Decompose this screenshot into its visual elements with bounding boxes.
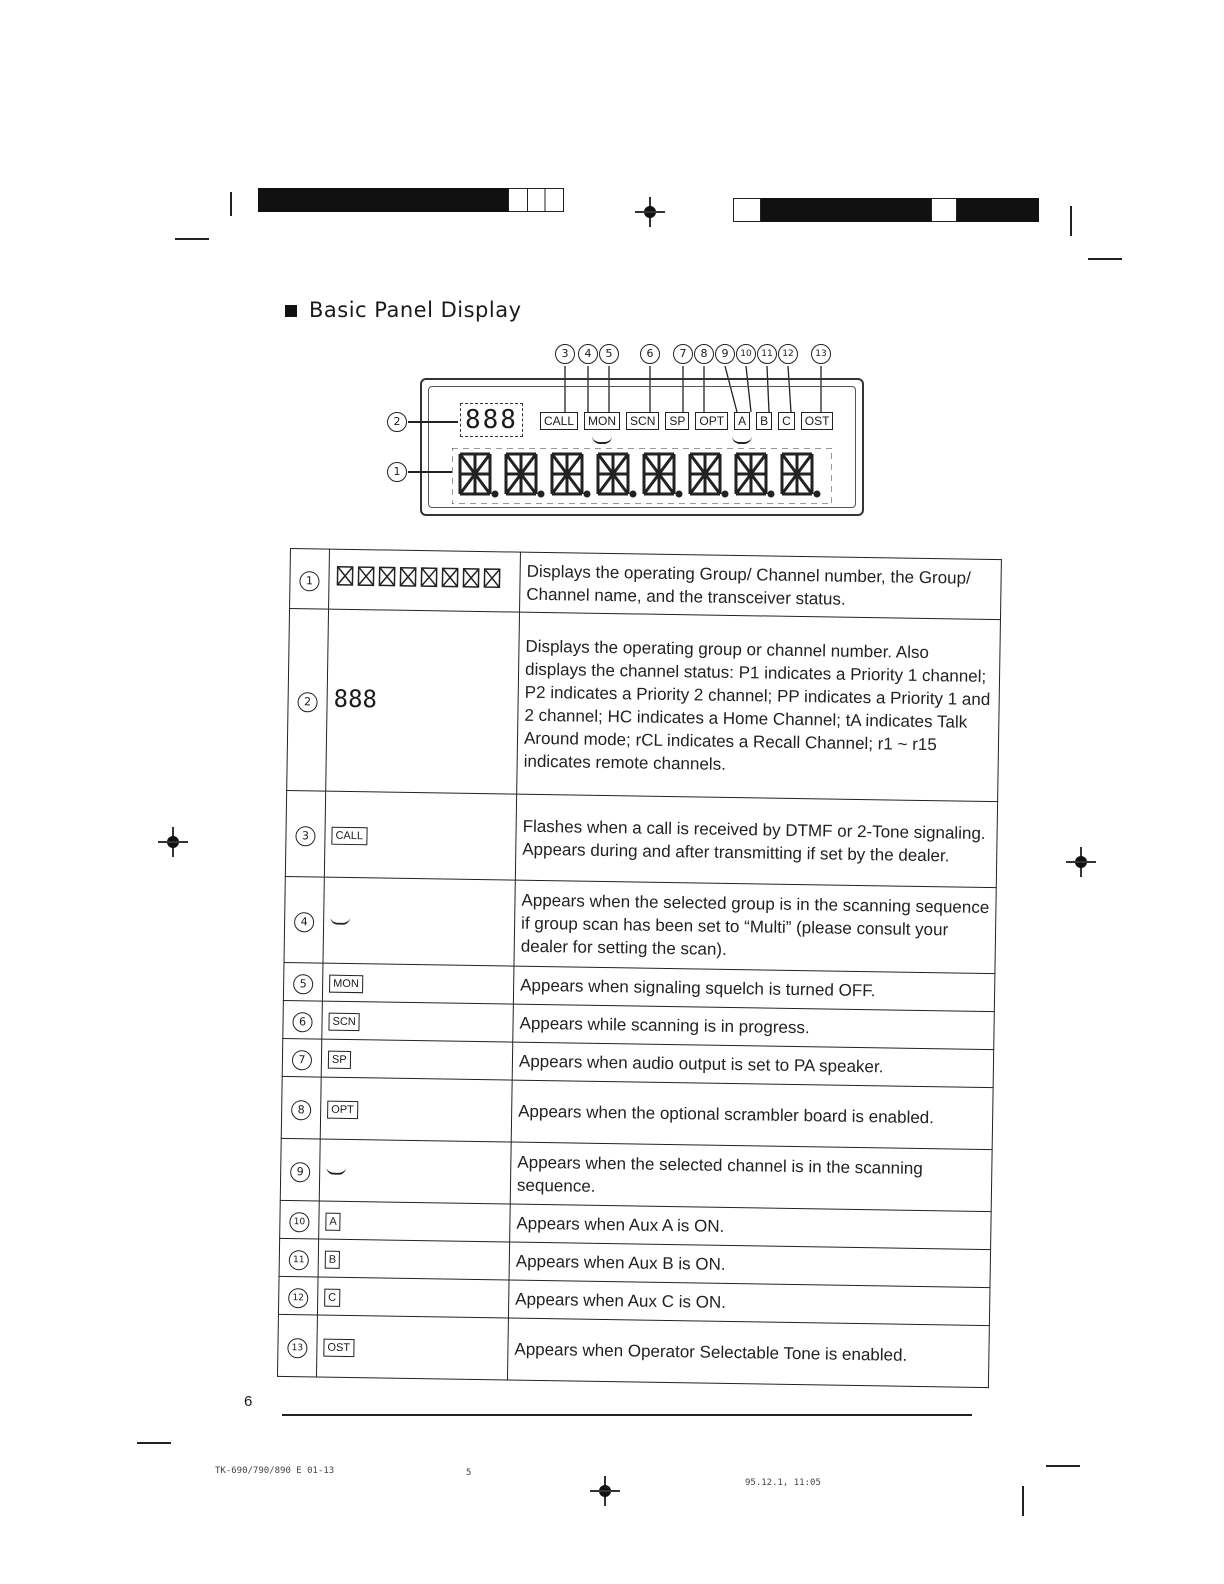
indicator-sp: SP	[665, 412, 689, 430]
registration-bar-right-box	[733, 198, 761, 222]
callout-4: 4	[578, 344, 598, 364]
indicator-a: A	[734, 412, 750, 430]
segment-icon	[335, 565, 507, 590]
table-row	[284, 876, 996, 973]
row-description-1: Displays the operating Group/ Channel number, the Group/ Channel name, and the transceiver status.	[520, 552, 1002, 620]
segment-digit	[736, 454, 773, 496]
section-title-text: Basic Panel Display	[309, 298, 522, 322]
registration-bar-right-end	[957, 198, 1039, 222]
footer-date: 95.12.1, 11:05	[745, 1478, 821, 1488]
row-icon-scn: SCN	[322, 1001, 514, 1042]
row-description-7: Appears when audio output is set to PA speaker.	[512, 1042, 994, 1088]
crop-tick	[1088, 258, 1122, 260]
table-row	[287, 609, 1001, 802]
callouts-top	[555, 344, 845, 368]
row-number-3: 3	[285, 790, 325, 877]
crosshair-mark-top	[635, 197, 665, 227]
row-icon-call: CALL	[324, 791, 516, 880]
segment-digit	[598, 454, 635, 496]
row-icon-small-digits: 888	[326, 609, 520, 794]
bullet-icon	[285, 305, 297, 317]
row-number-5: 5	[283, 962, 323, 1001]
row-number-10: 10	[280, 1200, 320, 1239]
scan-arrow-icon	[330, 913, 350, 925]
callout-7: 7	[673, 344, 693, 364]
callout-10: 10	[736, 344, 756, 364]
leader-line-1	[408, 471, 452, 473]
row-number-11: 11	[279, 1238, 319, 1277]
row-description-12: Appears when Aux C is ON.	[508, 1280, 990, 1326]
channel-scan-arrow-icon	[732, 432, 752, 444]
crosshair-mark-left	[158, 827, 188, 857]
crosshair-mark-right	[1066, 847, 1096, 877]
row-number-12: 12	[278, 1276, 318, 1315]
indicator-scn: SCN	[626, 412, 659, 430]
row-number-8: 8	[281, 1076, 321, 1139]
callout-11: 11	[757, 344, 777, 364]
segment-digit	[506, 454, 543, 496]
crop-tick	[230, 192, 232, 216]
row-icon-arrow	[323, 877, 515, 966]
main-segment-display	[452, 448, 832, 504]
row-icon-ost: OST	[316, 1315, 508, 1380]
callout-3: 3	[555, 344, 575, 364]
callout-2: 2	[387, 412, 407, 432]
row-description-6: Appears while scanning is in progress.	[513, 1004, 995, 1050]
row-number-13: 13	[277, 1314, 317, 1377]
row-number-7: 7	[282, 1038, 322, 1077]
indicator-c: C	[778, 412, 795, 430]
registration-boxes-left	[508, 188, 564, 212]
row-description-13: Appears when Operator Selectable Tone is enabled.	[507, 1318, 989, 1388]
row-icon-sp: SP	[321, 1039, 513, 1080]
segment-digit	[552, 454, 589, 496]
indicator-opt: OPT	[695, 412, 728, 430]
registration-bar-right	[761, 198, 931, 222]
crop-tick	[137, 1442, 171, 1444]
indicator-row	[540, 412, 839, 430]
callout-5: 5	[599, 344, 619, 364]
callout-8: 8	[694, 344, 714, 364]
crop-tick	[175, 238, 209, 240]
row-icon-arrow-2	[319, 1139, 511, 1204]
row-icon-b: B	[318, 1239, 510, 1280]
footer-center-number: 5	[466, 1468, 472, 1478]
row-icon-segments	[329, 549, 521, 612]
row-description-10: Appears when Aux A is ON.	[510, 1204, 992, 1250]
row-icon-a: A	[319, 1201, 511, 1242]
indicator-b: B	[756, 412, 772, 430]
callout-13: 13	[811, 344, 831, 364]
segment-digit	[644, 454, 681, 496]
callout-1: 1	[387, 462, 407, 482]
leader-line-2	[408, 421, 458, 423]
row-description-4: Appears when the selected group is in the scanning sequence if group scan has been set to “Multi” (please consult your dealer for setting the scan).	[514, 880, 996, 974]
row-description-5: Appears when signaling squelch is turned OFF.	[513, 966, 995, 1012]
group-scan-arrow-icon	[592, 432, 612, 444]
crop-tick	[1022, 1486, 1024, 1516]
callout-6: 6	[640, 344, 660, 364]
row-description-8: Appears when the optional scrambler board is enabled.	[511, 1080, 993, 1150]
registration-bar-left	[258, 188, 508, 212]
table-row	[281, 1076, 993, 1149]
indicator-call: CALL	[540, 412, 578, 430]
row-description-3: Flashes when a call is received by DTMF or 2-Tone signaling. Appears during and after transmitting if set by the dealer.	[515, 794, 997, 888]
row-number-6: 6	[283, 1000, 323, 1039]
row-description-9: Appears when the selected channel is in the scanning sequence.	[510, 1142, 992, 1212]
row-description-11: Appears when Aux B is ON.	[509, 1242, 991, 1288]
row-icon-opt: OPT	[320, 1077, 512, 1142]
crop-tick	[1070, 206, 1072, 236]
table-row	[280, 1138, 992, 1211]
footer-rule	[282, 1414, 972, 1416]
callout-12: 12	[778, 344, 798, 364]
table-row	[285, 790, 997, 887]
callout-9: 9	[715, 344, 735, 364]
row-description-2: Displays the operating group or channel number. Also displays the channel status: P1 indicates a Priority 1 channel; P2 indicates a Priority 2 channel; PP indicates a Priority 1 and 2 channel; HC indicates a Home Channel; tA indicates Talk Around mode; rCL indicates a Recall Channel; r1 ~ r15 indicates remote channels.	[517, 612, 1001, 802]
small-digits: 888	[460, 403, 523, 437]
row-icon-mon: MON	[322, 963, 514, 1004]
row-icon-c: C	[317, 1277, 509, 1318]
segment-digit	[690, 454, 727, 496]
row-number-1: 1	[290, 549, 330, 610]
row-number-4: 4	[284, 876, 324, 963]
row-number-2: 2	[287, 609, 329, 792]
registration-bar-right-box2	[931, 198, 957, 222]
indicator-mon: MON	[584, 412, 620, 430]
crosshair-mark-bottom	[590, 1476, 620, 1506]
segment-digit	[782, 454, 819, 496]
channel-arrow-icon	[326, 1163, 346, 1175]
table-row	[290, 549, 1002, 620]
row-number-9: 9	[280, 1138, 320, 1201]
page-number: 6	[244, 1393, 253, 1410]
indicator-ost: OST	[801, 412, 834, 430]
crop-tick	[1046, 1465, 1080, 1467]
segment-digit	[460, 454, 497, 496]
table-row	[277, 1314, 989, 1387]
section-title	[285, 298, 522, 322]
footer-code: TK-690/790/890 E 01-13	[215, 1466, 335, 1476]
reference-table	[277, 548, 1002, 1388]
